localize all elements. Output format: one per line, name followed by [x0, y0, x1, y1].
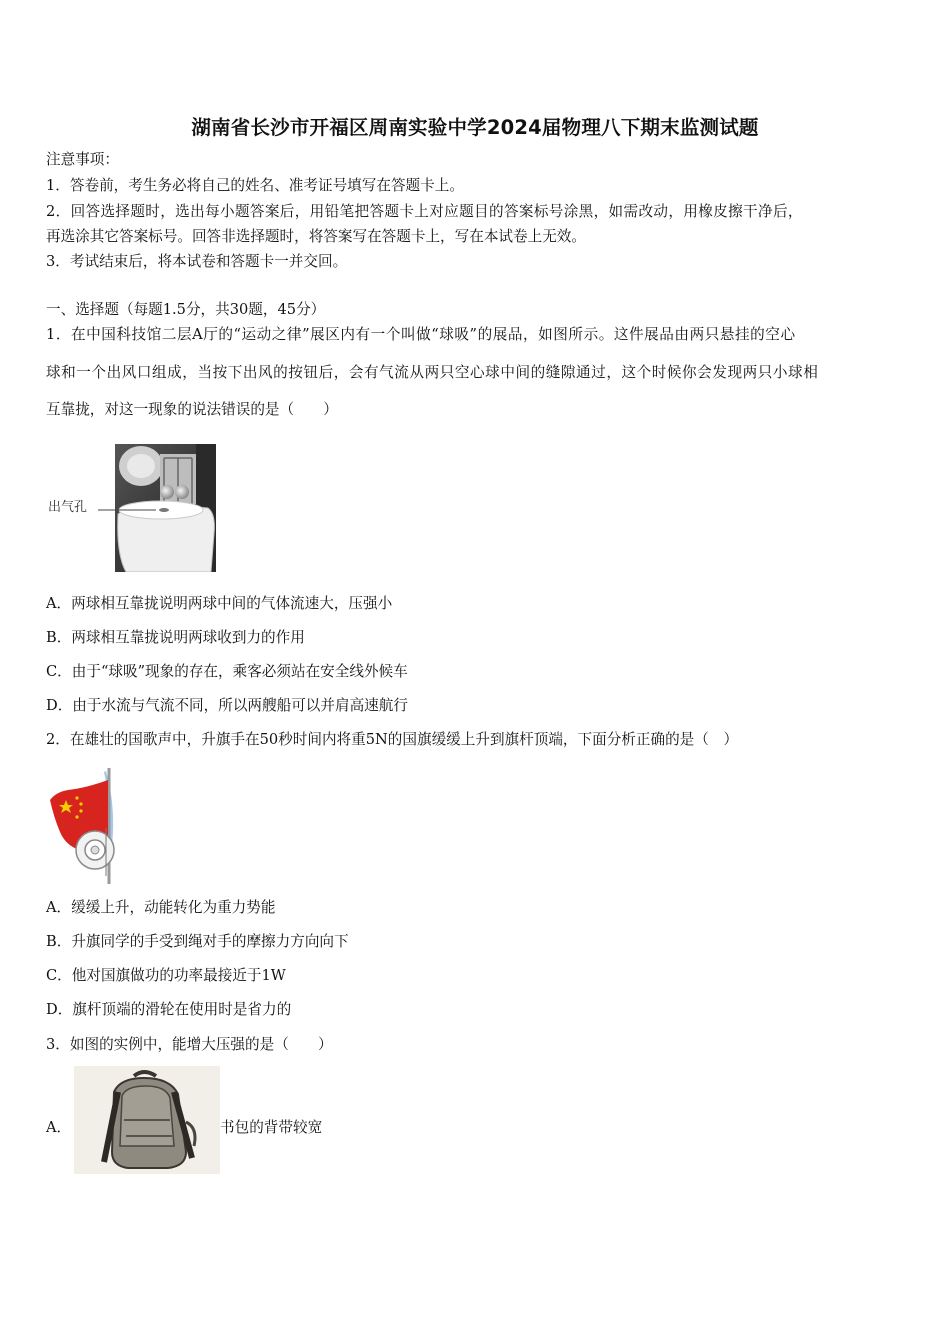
q2-stem: 2．在雄壮的国歌声中，升旗手在50秒时间内将重5N的国旗缓缓上升到旗杆顶端，下面分析正确的是（ ） [46, 731, 739, 748]
notice-heading: 注意事项： [46, 151, 119, 168]
q1-option-a[interactable]: A．两球相互靠拢说明两球中间的气体流速大，压强小 [46, 595, 393, 612]
q2-option-c[interactable]: C．他对国旗做功的功率最接近于1W [46, 967, 286, 984]
q1-stem-line-2: 球和一个出风口组成，当按下出风的按钮后，会有气流从两只空心球中间的缝隙通过，这个时候你会发现两只小球相 [46, 364, 819, 381]
q2-flag-pole-image [46, 766, 122, 886]
q1-option-d[interactable]: D．由于水流与气流不同，所以两艘船可以并肩高速航行 [46, 697, 408, 714]
q3-option-a-text: 书包的背带较宽 [220, 1119, 323, 1136]
q1-option-c[interactable]: C．由于“球吸”现象的存在，乘客必须站在安全线外候车 [46, 663, 408, 680]
notice-item-2-cont: 再选涂其它答案标号。回答非选择题时，将答案写在答题卡上，写在本试卷上无效。 [46, 228, 586, 245]
page-title: 湖南省长沙市开福区周南实验中学2024届物理八下期末监测试题 [191, 116, 759, 139]
q3-stem: 3．如图的实例中，能增大压强的是（ ） [46, 1036, 333, 1053]
section-heading: 一、选择题（每题1.5分，共30题，45分） [46, 301, 326, 318]
q2-option-a[interactable]: A．缓缓上升，动能转化为重力势能 [46, 899, 276, 916]
q3-backpack-image [74, 1066, 220, 1174]
q2-option-b[interactable]: B．升旗同学的手受到绳对手的摩擦力方向向下 [46, 933, 349, 950]
q1-image-label: 出气孔 [48, 500, 88, 515]
notice-item-1: 1．答卷前，考生务必将自己的姓名、准考证号填写在答题卡上。 [46, 177, 464, 194]
q1-option-b[interactable]: B．两球相互靠拢说明两球收到力的作用 [46, 629, 305, 646]
q3-option-a-letter[interactable]: A． [46, 1119, 72, 1136]
notice-item-2: 2．回答选择题时，选出每小题答案后，用铅笔把答题卡上对应题目的答案标号涂黑，如需改动，用橡皮擦干净后， [46, 203, 803, 220]
q1-stem-line-1: 1．在中国科技馆二层A厅的“运动之律”展区内有一个叫做“球吸”的展品，如图所示。这件展品由两只悬挂的空心 [46, 326, 796, 343]
q1-stem-line-3: 互靠拢，对这一现象的说法错误的是（ ） [46, 401, 338, 418]
q2-option-d[interactable]: D．旗杆顶端的滑轮在使用时是省力的 [46, 1001, 292, 1018]
notice-item-3: 3．考试结束后，将本试卷和答题卡一并交回。 [46, 253, 348, 270]
